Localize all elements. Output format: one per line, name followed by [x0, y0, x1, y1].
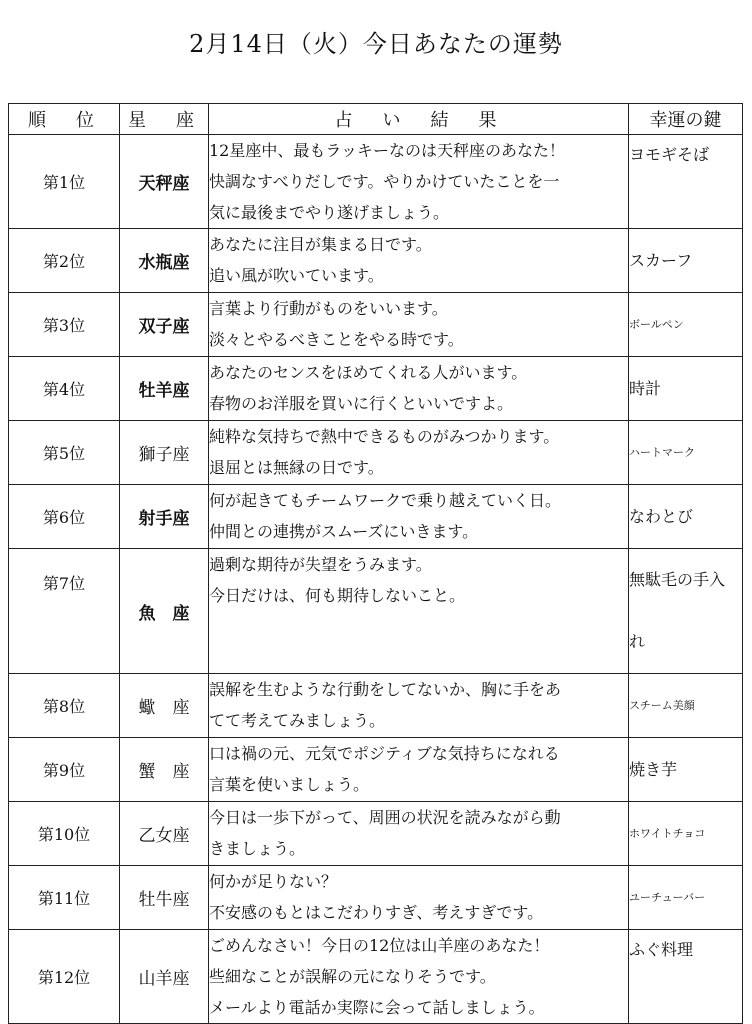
header-row — [9, 104, 743, 135]
lucky-key-cell: ふぐ料理 — [629, 930, 743, 1024]
result-cell — [209, 866, 629, 930]
rank-cell: 第5位 — [9, 421, 120, 485]
table-row — [9, 421, 743, 485]
table-row — [9, 930, 743, 1024]
lucky-key-cell: 焼き芋 — [629, 738, 743, 802]
result-cell — [209, 549, 629, 674]
table-row — [9, 738, 743, 802]
sign-cell: 射手座 — [120, 485, 209, 549]
sign-cell: 天秤座 — [120, 135, 209, 229]
lucky-key-cell: ホワイトチョコ — [629, 802, 743, 866]
result-cell — [209, 802, 629, 866]
result-line: メールより電話か実際に会って話しましょう。 — [209, 998, 545, 1017]
result-line: 仲間との連携がスムーズにいきます。 — [209, 522, 479, 541]
table-row — [9, 357, 743, 421]
sign-cell: 獅子座 — [120, 421, 209, 485]
result-cell — [209, 674, 629, 738]
rank-cell: 第1位 — [9, 135, 120, 229]
page-title: 2月14日（火）今日あなたの運勢 — [189, 30, 563, 58]
sign-cell: 牡牛座 — [120, 866, 209, 930]
rank-cell: 第10位 — [9, 802, 120, 866]
table-row — [9, 135, 743, 229]
rank-cell: 第2位 — [9, 229, 120, 293]
lucky-key-cell: 時計 — [629, 357, 743, 421]
result-line: 12星座中、最もラッキーなのは天秤座のあなた！ — [209, 141, 566, 160]
result-line: 口は禍の元、元気でポジティブな気持ちになれる — [209, 744, 560, 763]
sign-cell: 双子座 — [120, 293, 209, 357]
result-cell — [209, 930, 629, 1024]
rank-cell: 第4位 — [9, 357, 120, 421]
fortune-table — [8, 103, 743, 1024]
result-line: 追い風が吹いています。 — [209, 266, 384, 285]
table-row — [9, 549, 743, 674]
result-line: 淡々とやるべきことをやる時です。 — [209, 330, 464, 349]
rank-cell: 第11位 — [9, 866, 120, 930]
rank-cell: 第8位 — [9, 674, 120, 738]
result-cell — [209, 738, 629, 802]
result-cell — [209, 229, 629, 293]
table-row — [9, 802, 743, 866]
result-line: 春物のお洋服を買いに行くといいですよ。 — [209, 394, 514, 413]
rank-cell: 第12位 — [9, 930, 120, 1024]
result-line: 快調なすべりだしです。やりかけていたことを一 — [209, 172, 560, 191]
sign-cell: 蟹 座 — [120, 738, 209, 802]
result-line: 退屈とは無縁の日です。 — [209, 458, 384, 477]
rank-cell: 第7位 — [9, 549, 120, 674]
result-line: 不安感のもとはこだわりすぎ、考えすぎです。 — [209, 903, 544, 922]
result-line: ごめんなさい！今日の12位は山羊座のあなた！ — [209, 936, 550, 955]
result-line: 何が起きてもチームワークで乗り越えていく日。 — [209, 491, 562, 510]
result-line: 今日だけは、何も期待しないこと。 — [209, 586, 466, 605]
sign-cell: 魚 座 — [120, 549, 209, 674]
table-row — [9, 293, 743, 357]
sign-cell: 乙女座 — [120, 802, 209, 866]
lucky-key-cell: ヨモギそば — [629, 135, 743, 229]
result-line: あなたのセンスをほめてくれる人がいます。 — [209, 363, 528, 382]
result-line: 今日は一歩下がって、周囲の状況を読みながら動 — [209, 808, 561, 827]
header-rank: 順 位 — [9, 104, 120, 135]
header-sign: 星 座 — [120, 104, 209, 135]
result-line: あなたに注目が集まる日です。 — [209, 235, 432, 254]
lucky-key-cell: なわとび — [629, 485, 743, 549]
sign-cell: 蠍 座 — [120, 674, 209, 738]
sign-cell: 牡羊座 — [120, 357, 209, 421]
lucky-key-cell: ユーチューバー — [629, 866, 743, 930]
result-line: 誤解を生むような行動をしてないか、胸に手をあ — [209, 680, 562, 699]
result-line: きましょう。 — [209, 839, 306, 858]
result-line: 些細なことが誤解の元になりそうです。 — [209, 967, 496, 986]
rank-cell: 第3位 — [9, 293, 120, 357]
table-row — [9, 229, 743, 293]
result-line: てて考えてみましょう。 — [209, 711, 386, 730]
result-cell — [209, 421, 629, 485]
table-row — [9, 485, 743, 549]
header-key: 幸運の鍵 — [629, 104, 743, 135]
lucky-key-cell: ボールペン — [629, 293, 743, 357]
rank-cell: 第6位 — [9, 485, 120, 549]
result-line: 言葉より行動がものをいいます。 — [209, 299, 448, 318]
result-cell — [209, 357, 629, 421]
sign-cell: 水瓶座 — [120, 229, 209, 293]
lucky-key-cell: ハートマーク — [629, 421, 743, 485]
result-line: 気に最後までやり遂げましょう。 — [209, 203, 450, 222]
result-cell — [209, 293, 629, 357]
result-line: 純粋な気持ちで熱中できるものがみつかります。 — [209, 427, 560, 446]
result-line: 何かが足りない？ — [209, 872, 338, 891]
table-row — [9, 674, 743, 738]
result-line: 過剰な期待が失望をうみます。 — [209, 555, 432, 574]
table-row — [9, 866, 743, 930]
result-cell — [209, 485, 629, 549]
result-line: 言葉を使いましょう。 — [209, 775, 370, 794]
sign-cell: 山羊座 — [120, 930, 209, 1024]
lucky-key-cell: 無駄毛の手入れ — [629, 549, 743, 674]
lucky-key-cell: スチーム美顔 — [629, 674, 743, 738]
lucky-key-cell: スカーフ — [629, 229, 743, 293]
result-cell — [209, 135, 629, 229]
header-result: 占 い 結 果 — [209, 104, 629, 135]
rank-cell: 第9位 — [9, 738, 120, 802]
